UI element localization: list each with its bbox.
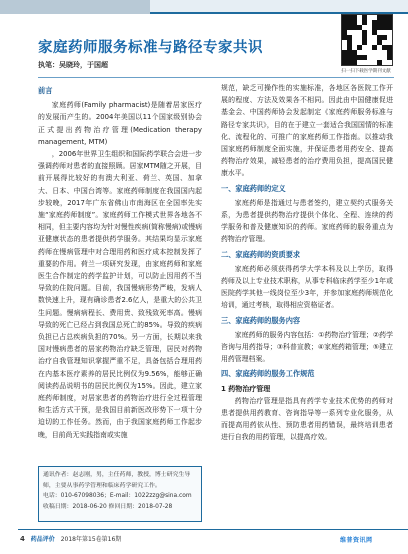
- section-heading: 二、家庭药师的资质要求: [221, 249, 301, 259]
- subsection-heading: 1 药物治疗管理: [221, 384, 271, 393]
- paragraph: 家庭药师必须获得药学大学本科及以上学历，取得药师及以上专业技术职称，从事专科临床药学至少1年或医院药学其他一线岗位至少3年，并参加家庭药师规范化培训，通过考核，取得相应资格证者。: [221, 264, 393, 310]
- journal-name: 药品评价: [30, 536, 55, 543]
- qr-code-icon[interactable]: [341, 14, 393, 66]
- section-heading: 一、家庭药师的定义: [221, 183, 286, 193]
- qr-module: [352, 60, 357, 65]
- header-bar-dark: [0, 0, 150, 14]
- qr-module: [382, 35, 387, 40]
- right-column: [221, 82, 393, 444]
- left-column: [38, 82, 202, 441]
- qr-module: [362, 55, 367, 60]
- header-rule: [38, 77, 394, 78]
- qr-module: [372, 45, 377, 50]
- qr-module: [357, 45, 362, 50]
- paragraph: 家庭药师是指通过与患者签约，建立契约式服务关系，为患者提供药物治疗提供个体化、全程、连续的药学服务和普及健康知识的药师。家庭药师的服务重点为药物治疗管理。: [221, 198, 393, 244]
- qr-module: [387, 25, 392, 30]
- section-heading: 四、家庭药师的服务工作规范: [221, 369, 315, 379]
- watermark: 维普资讯网: [340, 537, 373, 544]
- qr-module: [362, 40, 367, 45]
- paragraph: 规范，缺乏可操作性的实施标准，各地区各医院工作开展的程度、方法及效果各不相同。因此由中国健康促进基金会、中国药师协会发起制定《家庭药师服务标准与路径专家共识》，目的在于建立一套适合我国国情的标准化、流程化的、可推广的家庭药师工作指南。以推动我国家庭药师制度全面实施，并保证患者用药安全、提高药物治疗效果，减轻患者的治疗费用负担，提高国民健康水平。: [221, 84, 393, 178]
- contact-line: 电话：010-67098036；E-mail：1022zzg@sina.com: [43, 493, 192, 499]
- section-heading: 前言: [38, 86, 53, 95]
- paragraph: ，2006年世界卫生组织和国际药学联合会进一步强调药师对患者的直接照顾。居家MTM随之开展，目前开展得比较好的有澳大利亚、荷兰、英国、加拿大、日本、中国台湾等。家庭药师制度在我国国内起步较晚，2017年广东省佛山市南海区在全国率先实施“家庭药师制度”。家庭药师工作模式世界各地各不相同，但主要内容均为针对慢性疾病(简称慢病)或慢病亚健康状态的患者提供药学服务。其结果均显示家庭药师在慢病管理中对合理用药和医疗成本控制发挥了重要的作用。荷兰一项研究发现，由家庭药师和家庭医生合作制定的药学监护计划，可以防止因用药不当导致的住院问题。目前，我国慢病形势严峻，发病人数快速上升，现有确诊患者2.6亿人，是重大的公共卫生问题。慢病病程长、费用贵、致残致死率高。慢病导致的死亡已经占到我国总死亡的85%。导致的疾病负担已占总疾病负担的70%。另一方面，长期以来我国对慢病患者的居家药物治疗缺乏管理，居民对药物治疗自我管理知识掌握严重不足，具备包括合理用药在内基本医疗素养的居民比例仅为9.56%，能够正确阅读药品说明书的居民比例仅为15%。因此，建立家庭药师制度，对居家患者的药物治疗进行全过程管理和生活方式干预，是我国目前新医改形势下一项十分迫切的工作任务。然而，由于我国家庭药师工作起步晚，目前尚无实践指南或实施: [38, 150, 202, 439]
- paragraph: 家庭药师(Family pharmacist)是随着居家医疗的发展而产生的。2004年美国以11个国家级别协会正式提出药物治疗管理(Medication therapy management, MTM): [38, 101, 202, 146]
- paragraph: 家庭药师的服务内容包括：①药物治疗管理；②药学咨询与用药指导；③科普宣教；④家庭药箱管理；⑤建立用药管理档案。: [221, 330, 393, 364]
- article-title: 家庭药师服务标准与路径专家共识: [38, 40, 263, 56]
- page-number: 4: [20, 535, 25, 543]
- section-heading: 三、家庭药师的服务内容: [221, 315, 301, 325]
- qr-module: [362, 20, 367, 25]
- dates-line: 收稿日期：2018-06-20 修回日期：2018-07-28: [43, 503, 173, 510]
- footer-rule: [18, 529, 408, 530]
- qr-module: [377, 60, 382, 65]
- footer: [20, 534, 121, 543]
- qr-caption: 扫一扫下载医学期刊文献: [341, 69, 391, 74]
- authors-line: 执笔：吴晓玲，于国超: [38, 61, 108, 69]
- correspondence-box: [38, 466, 202, 522]
- qr-module: [387, 55, 392, 60]
- paragraph: 药物治疗管理是指具有药学专业技术优势的药师对患者提供用药教育、咨询指导等一系列专业化服务，从而提高用药依从性、预防患者用药错误，最终培训患者进行自我的用药管理，以提高疗效。: [221, 396, 393, 442]
- issue-info: 2018年第15卷第16期: [60, 536, 122, 543]
- correspondence-line: 通讯作者：赵志刚，男，主任药师，教授，博士研究生导师，主要从事药学管理和临床药学研究工作。: [43, 472, 191, 489]
- header-bar: [0, 0, 408, 14]
